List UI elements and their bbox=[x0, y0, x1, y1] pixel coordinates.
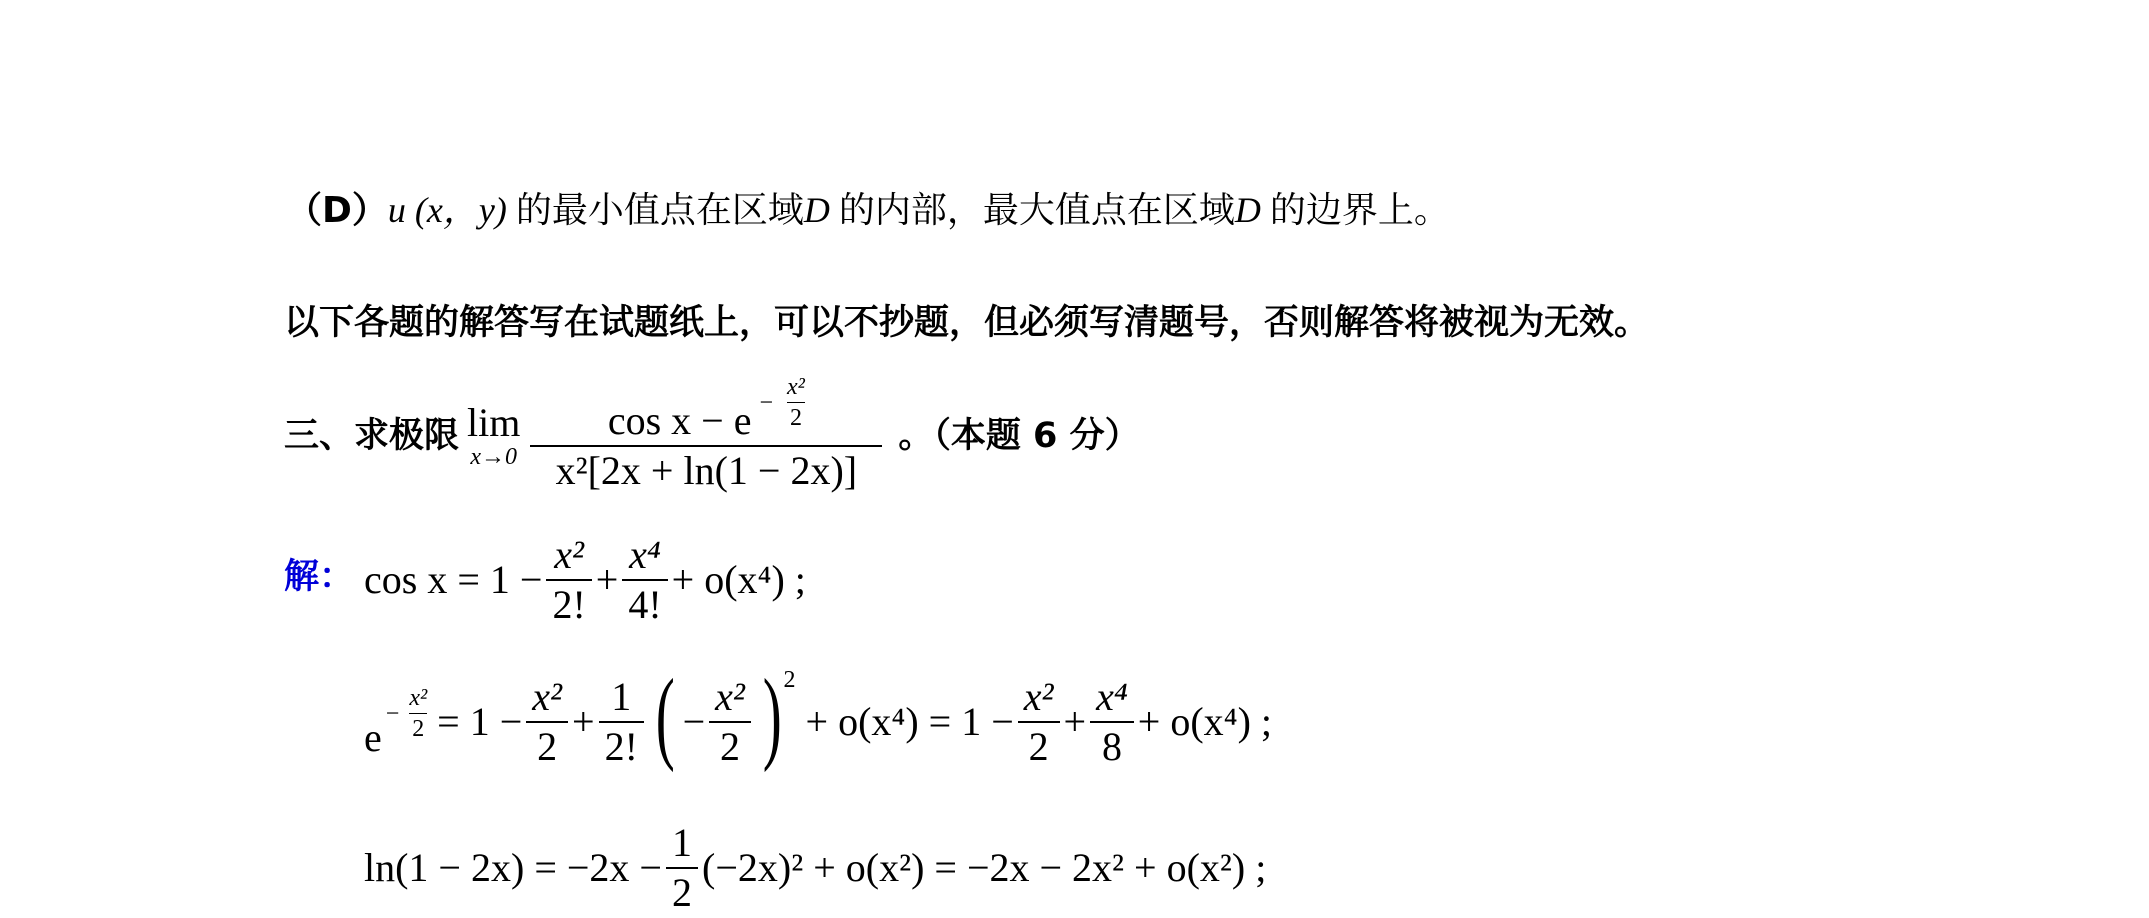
line2-exp-num: x² bbox=[409, 685, 428, 711]
problem-3 bbox=[284, 366, 1140, 506]
exp-fraction bbox=[787, 375, 805, 430]
problem-3-prefix: 三、求极限 bbox=[284, 415, 460, 456]
left-paren: ( bbox=[655, 658, 675, 773]
line3-tail: (−2x)² + o(x²) = −2x − 2x² + o(x²) ; bbox=[702, 845, 1267, 890]
line2-exp-den: 2 bbox=[412, 716, 425, 742]
instruction-text: 以下各题的解答写在试题纸上，可以不抄题，但必须写清题号，否则解答将被视为无效。 bbox=[284, 303, 1650, 343]
line2-power: 2 bbox=[783, 667, 796, 693]
line1-plus: + bbox=[595, 557, 619, 602]
exp-den: 2 bbox=[789, 405, 802, 431]
limit-fraction bbox=[530, 374, 882, 493]
line2-frac-b-num: 1 bbox=[611, 674, 632, 719]
option-d-text-3: 的边界上。 bbox=[1269, 190, 1450, 231]
line1-frac-2 bbox=[622, 532, 667, 627]
var-u: u bbox=[387, 190, 406, 230]
line2-e: e bbox=[364, 715, 382, 760]
line2-tail: + o(x⁴) ; bbox=[1137, 699, 1273, 744]
line1-frac-1-den: 2! bbox=[552, 582, 586, 627]
exp-bar bbox=[787, 402, 805, 403]
line1-frac-2-den: 4! bbox=[628, 582, 662, 627]
line2-frac-e bbox=[1090, 674, 1134, 769]
line2-exp-fraction bbox=[409, 686, 427, 741]
line2-frac-e-den: 8 bbox=[1101, 724, 1122, 769]
lim-text: lim bbox=[467, 400, 521, 445]
option-d-line bbox=[286, 192, 1450, 229]
solution-line-2 bbox=[364, 658, 1273, 782]
line2-exp-sign: − bbox=[385, 700, 400, 727]
limit-denominator: x²[2x + ln(1 − 2x)] bbox=[555, 448, 858, 493]
line2-frac-a-den: 2 bbox=[537, 724, 558, 769]
limit-numerator bbox=[602, 374, 811, 445]
line2-plus-2: + bbox=[1063, 699, 1087, 744]
line1-frac-2-num: x⁴ bbox=[629, 532, 661, 577]
line2-frac-a bbox=[526, 674, 568, 769]
line2-mid: + o(x⁴) = 1 − bbox=[805, 699, 1014, 744]
limit-operator bbox=[467, 400, 521, 470]
line2-eq1: = 1 − bbox=[437, 699, 523, 744]
line2-frac-b bbox=[599, 674, 644, 769]
numerator-exponent bbox=[759, 375, 804, 430]
lim-subscript: x→0 bbox=[470, 444, 518, 470]
line2-frac-c bbox=[709, 674, 751, 769]
line1-frac-1-num: x² bbox=[554, 532, 584, 577]
problem-3-suffix: 。（本题 6 分） bbox=[898, 415, 1140, 456]
line2-frac-c-den: 2 bbox=[720, 724, 741, 769]
line1-tail: + o(x⁴) ; bbox=[671, 557, 806, 602]
line2-exp-term bbox=[364, 686, 427, 758]
line2-frac-a-num: x² bbox=[532, 674, 563, 719]
option-d-label: （D） bbox=[286, 190, 388, 231]
line2-exp-bar bbox=[409, 713, 427, 714]
args: (x，y) bbox=[414, 190, 507, 230]
line2-frac-b-den: 2! bbox=[604, 724, 638, 769]
line2-frac-d-num: x² bbox=[1023, 674, 1054, 719]
line2-frac-d-den: 2 bbox=[1028, 724, 1049, 769]
var-d2: D bbox=[1234, 190, 1261, 230]
solution-label: 解： bbox=[284, 557, 355, 597]
line2-frac-c-num: x² bbox=[715, 674, 745, 719]
line2-exponent bbox=[386, 686, 427, 741]
exp-num: x² bbox=[787, 374, 805, 400]
var-d1: D bbox=[803, 190, 830, 230]
limit-expression bbox=[467, 374, 886, 493]
line1-frac-1 bbox=[546, 532, 591, 627]
solution-line-1 bbox=[364, 530, 806, 630]
line2-frac-e-num: x⁴ bbox=[1096, 674, 1128, 719]
right-paren: ) bbox=[762, 658, 782, 773]
solution-line-3 bbox=[364, 818, 1266, 918]
line2-inner-sign: − bbox=[682, 699, 706, 744]
option-d-text-2: 的内部，最大值点在区域 bbox=[838, 190, 1235, 231]
line2-frac-d bbox=[1018, 674, 1060, 769]
line3-lhs: ln(1 − 2x) = −2x − bbox=[364, 845, 662, 890]
option-d-text-1: 的最小值点在区域 bbox=[515, 190, 804, 231]
line1-lhs: cos x = 1 − bbox=[364, 557, 543, 602]
line3-frac-num: 1 bbox=[672, 820, 692, 865]
line2-plus-1: + bbox=[572, 699, 595, 744]
line3-frac-den: 2 bbox=[672, 870, 692, 915]
exp-sign: − bbox=[759, 389, 774, 416]
numerator-text: cos x − e bbox=[607, 398, 752, 443]
